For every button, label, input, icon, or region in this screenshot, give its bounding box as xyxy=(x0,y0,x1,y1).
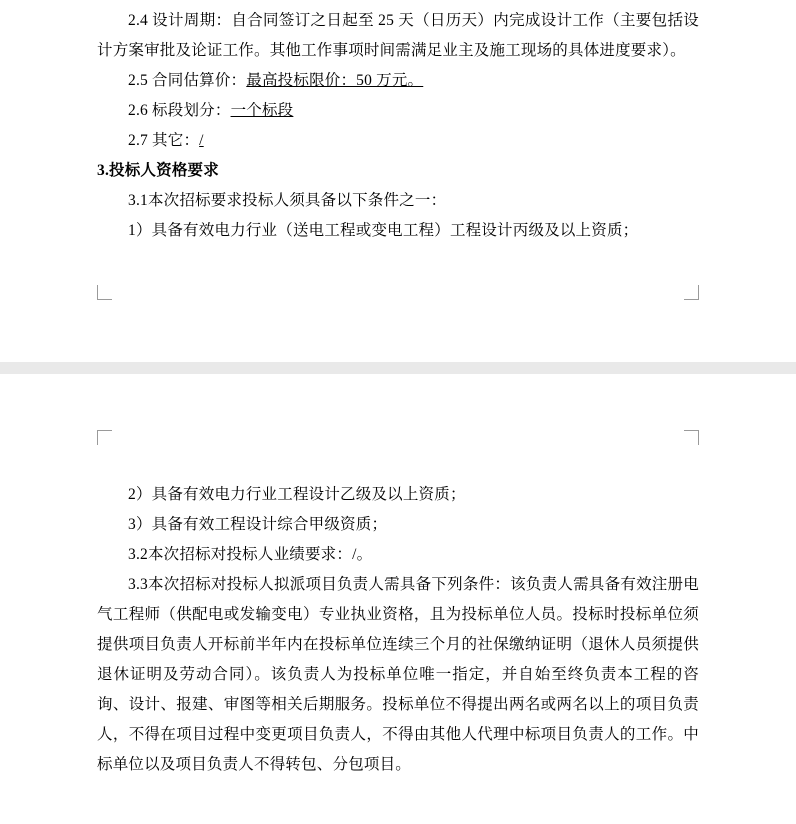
page-2-content xyxy=(97,474,699,780)
paragraph-2-5 xyxy=(97,66,699,96)
crop-mark-bottom-left-icon xyxy=(97,285,112,300)
page-1-content xyxy=(97,0,699,246)
paragraph-2-7-prefix: 2.7 其它： xyxy=(128,132,200,149)
paragraph-2-6-value: 一个标段 xyxy=(230,102,294,119)
paragraph-3-3: 3.3本次招标对投标人拟派项目负责人需具备下列条件：该负责人需具备有效注册电气工程师（供配电或发输变电）专业执业资格，且为投标单位人员。投标时投标单位须提供项目负责人开标前半年内在投标单位连续三个月的社保缴纳证明（退休人员须提供退休证明及劳动合同）。该负责人为投标单位唯一指定，并自始至终负责本工程的咨询、设计、报建、审图等相关后期服务。投标单位不得提出两名或两名以上的项目负责人，不得在项目过程中变更项目负责人，不得由其他人代理中标项目负责人的工作。中标单位以及项目负责人不得转包、分包项目。 xyxy=(97,576,699,773)
paragraph-2-7 xyxy=(97,126,699,156)
heading-3-investor-qualification: 3.投标人资格要求 xyxy=(97,162,219,179)
page-2-top-margin xyxy=(97,374,699,474)
paragraph-3-2: 3.2本次招标对投标人业绩要求：/。 xyxy=(128,546,373,563)
paragraph-2-7-value: / xyxy=(199,132,204,149)
paragraph-2-5-prefix: 2.5 合同估算价： xyxy=(128,72,247,89)
page-separator xyxy=(0,362,796,374)
paragraph-3-1-item-3: 3）具备有效工程设计综合甲级资质； xyxy=(128,516,388,533)
document-page-1 xyxy=(0,0,796,362)
paragraph-3-1-item-1: 1）具备有效电力行业（送电工程或变电工程）工程设计丙级及以上资质； xyxy=(128,222,639,239)
paragraph-2-4: 2.4 设计周期：自合同签订之日起至 25 天（日历天）内完成设计工作（主要包括设计方案审批及论证工作。其他工作事项时间需满足业主及施工现场的具体进度要求）。 xyxy=(97,12,699,59)
document-page-2 xyxy=(0,374,796,824)
crop-mark-bottom-right-icon xyxy=(684,285,699,300)
paragraph-3-1-item-2: 2）具备有效电力行业工程设计乙级及以上资质； xyxy=(128,486,466,503)
paragraph-2-6 xyxy=(97,96,699,126)
paragraph-3-1: 3.1本次招标要求投标人须具备以下条件之一： xyxy=(128,192,447,209)
paragraph-2-5-value: 最高投标限价：50 万元。 xyxy=(246,72,424,89)
paragraph-2-6-prefix: 2.6 标段划分： xyxy=(128,102,231,119)
